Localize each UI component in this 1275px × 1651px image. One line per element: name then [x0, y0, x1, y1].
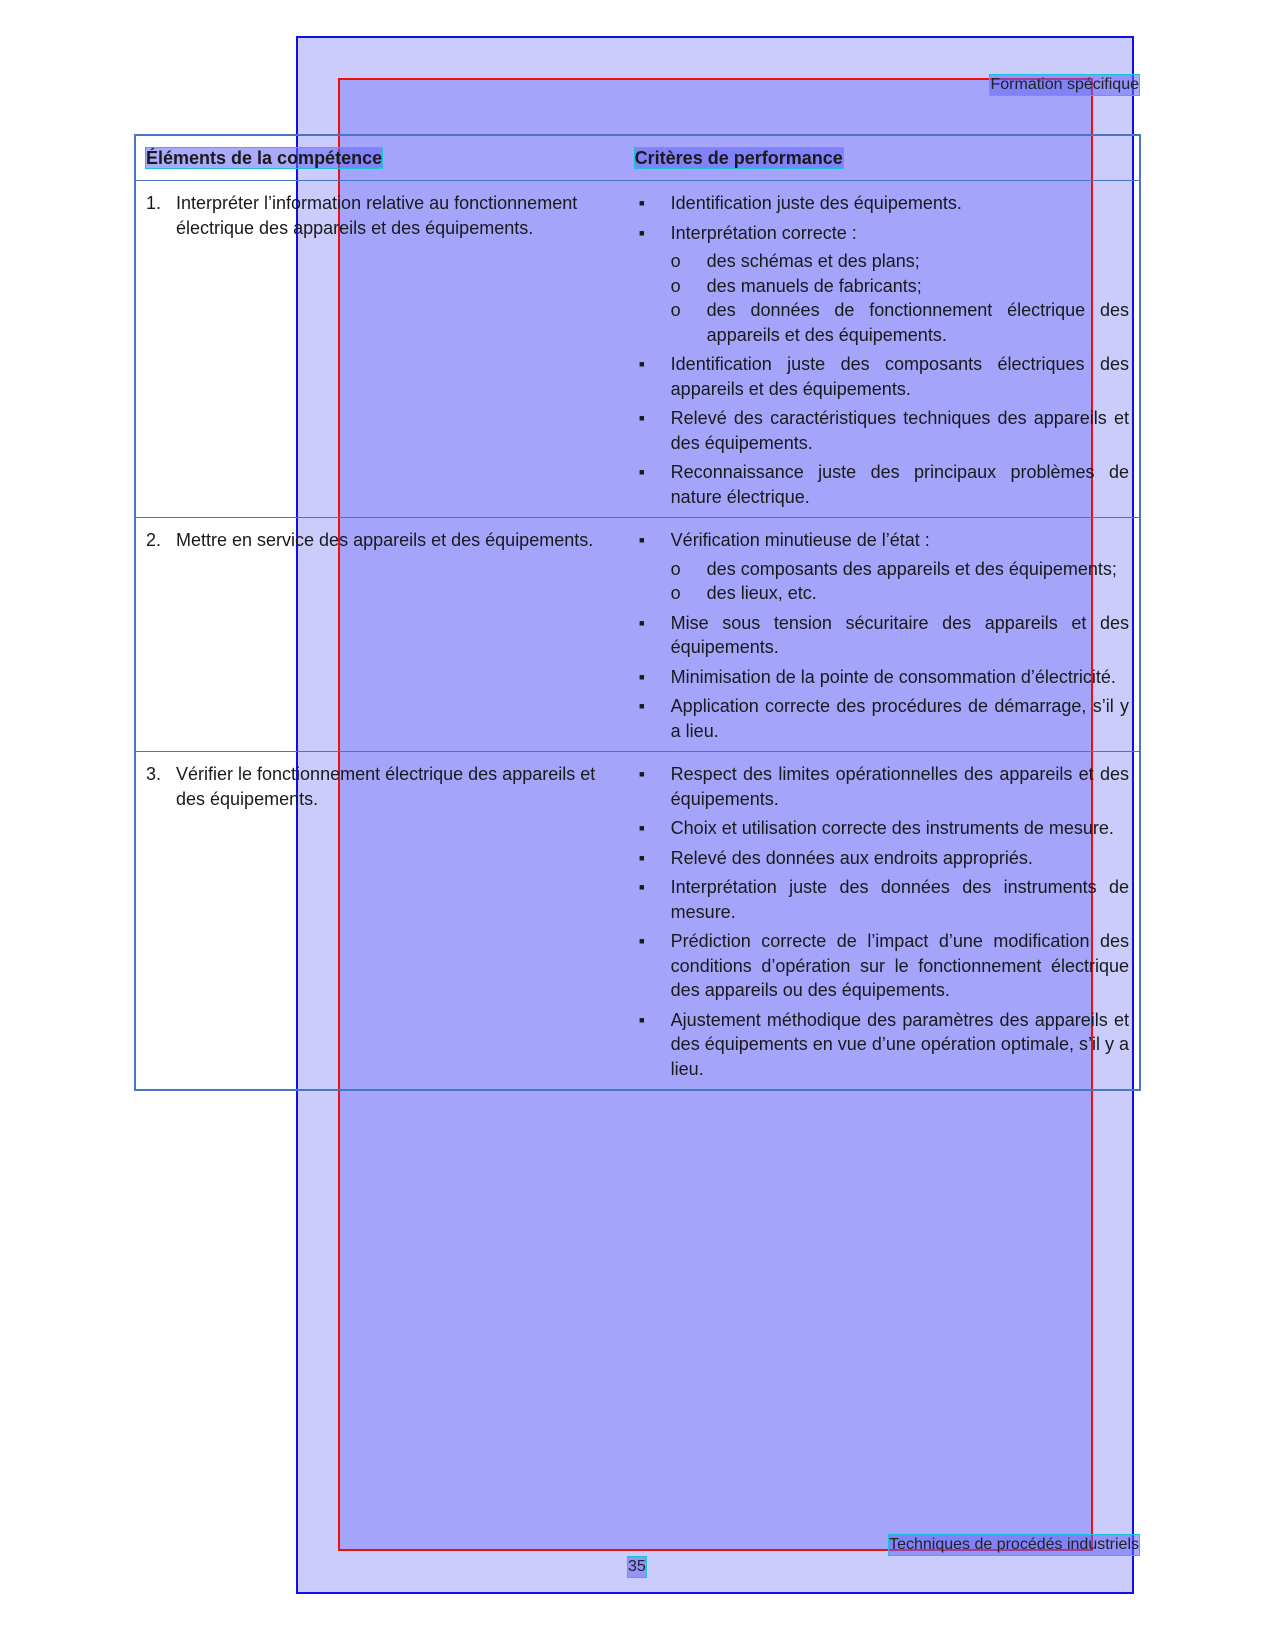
- performance-criteria-cell: [635, 181, 1140, 518]
- criterion-text: Relevé des caractéristiques techniques des appareils et des équipements.: [670, 408, 1129, 453]
- performance-criteria-cell: [635, 752, 1140, 1091]
- criterion-text: Prédiction correcte de l’impact d’une modification des conditions d’opération sur le fonctionnement électrique des appareils ou des équipements.: [670, 931, 1129, 1000]
- criterion-item: [635, 528, 1139, 606]
- square-bullet-icon: ▪: [638, 931, 646, 951]
- criterion-text: Minimisation de la pointe de consommation d’électricité.: [670, 666, 1116, 687]
- criterion-text: Choix et utilisation correcte des instruments de mesure.: [670, 818, 1114, 838]
- criterion-item: [635, 1008, 1139, 1082]
- criterion-text: Identification juste des équipements.: [670, 193, 962, 213]
- square-bullet-icon: ▪: [638, 877, 646, 897]
- competence-element: [146, 191, 635, 240]
- square-bullet-icon: ▪: [638, 696, 646, 716]
- square-bullet-icon: ▪: [638, 847, 646, 868]
- column-header-elements: Éléments de la compétence: [135, 135, 635, 181]
- sub-criterion-item: [671, 249, 1129, 274]
- circle-bullet-icon: o: [670, 251, 681, 271]
- square-bullet-icon: ▪: [638, 408, 646, 428]
- criteria-list: [635, 528, 1139, 743]
- criteria-list: [635, 191, 1139, 509]
- competence-element: [146, 528, 635, 553]
- sub-criterion-item: [671, 298, 1129, 347]
- sub-criterion-text: des lieux, etc.: [706, 583, 817, 603]
- sub-criterion-item: [671, 581, 1129, 606]
- element-number: 1.: [146, 193, 162, 213]
- criterion-item: [635, 694, 1139, 743]
- criterion-item: [635, 929, 1139, 1003]
- criterion-item: [635, 846, 1139, 871]
- circle-bullet-icon: o: [670, 300, 681, 320]
- criterion-item: [635, 875, 1139, 924]
- element-text: Vérifier le fonctionnement électrique des appareils et des équipements.: [176, 764, 596, 809]
- criterion-text: Relevé des données aux endroits appropriés.: [670, 847, 1033, 868]
- sub-criteria-list: [671, 557, 1129, 606]
- performance-criteria-cell: [635, 518, 1140, 752]
- criterion-item: [635, 816, 1139, 841]
- column-header-criteria: Critères de performance: [635, 135, 1140, 181]
- table-row: [135, 752, 1140, 1091]
- circle-bullet-icon: o: [670, 558, 681, 579]
- criterion-item: [635, 460, 1139, 509]
- criterion-item: [635, 221, 1139, 348]
- sub-criterion-item: [671, 557, 1129, 582]
- competence-element: [146, 762, 635, 811]
- square-bullet-icon: ▪: [638, 764, 646, 784]
- criterion-text: Application correcte des procédures de démarrage, s’il y a lieu.: [670, 696, 1129, 741]
- criterion-item: [635, 406, 1139, 455]
- criterion-text: Mise sous tension sécuritaire des appareils et des équipements.: [670, 612, 1129, 657]
- element-number: 2.: [146, 530, 162, 550]
- criterion-item: [635, 611, 1139, 660]
- square-bullet-icon: ▪: [638, 462, 646, 482]
- square-bullet-icon: ▪: [638, 1009, 646, 1030]
- sub-criterion-text: des manuels de fabricants;: [706, 275, 922, 296]
- running-footer: Techniques de procédés industriels: [889, 1536, 1139, 1553]
- table-row: [135, 518, 1140, 752]
- square-bullet-icon: ▪: [638, 193, 646, 213]
- circle-bullet-icon: o: [670, 275, 681, 296]
- square-bullet-icon: ▪: [638, 222, 646, 243]
- criterion-item: [635, 665, 1139, 690]
- sub-criterion-text: des schémas et des plans;: [706, 251, 920, 271]
- criterion-text: Interprétation correcte :: [670, 222, 857, 243]
- square-bullet-icon: ▪: [638, 612, 646, 633]
- criterion-text: Identification juste des composants électriques des appareils et des équipements.: [670, 354, 1129, 399]
- criterion-item: [635, 352, 1139, 401]
- sub-criteria-list: [671, 249, 1129, 347]
- sub-criterion-item: [671, 274, 1129, 299]
- criteria-list: [635, 762, 1139, 1081]
- square-bullet-icon: ▪: [638, 818, 646, 838]
- criterion-item: [635, 191, 1139, 216]
- table-body: [135, 181, 1140, 1091]
- element-text: Interpréter l’information relative au fonctionnement électrique des appareils et des équipements.: [176, 193, 578, 238]
- sub-criterion-text: des composants des appareils et des équipements;: [706, 558, 1117, 579]
- page-number: 35: [628, 1558, 646, 1575]
- criterion-text: Interprétation juste des données des instruments de mesure.: [670, 877, 1129, 922]
- sub-criterion-text: des données de fonctionnement électrique des appareils et des équipements.: [706, 300, 1129, 345]
- criterion-text: Vérification minutieuse de l’état :: [670, 530, 930, 550]
- competence-element-cell: [135, 752, 635, 1091]
- criterion-text: Reconnaissance juste des principaux problèmes de nature électrique.: [670, 462, 1129, 507]
- element-text: Mettre en service des appareils et des équipements.: [176, 530, 594, 550]
- criterion-item: [635, 762, 1139, 811]
- circle-bullet-icon: o: [670, 583, 681, 603]
- element-number: 3.: [146, 764, 162, 784]
- table-header-row: [135, 135, 1140, 181]
- competence-element-cell: [135, 518, 635, 752]
- competence-element-cell: [135, 181, 635, 518]
- square-bullet-icon: ▪: [638, 666, 646, 687]
- square-bullet-icon: ▪: [638, 530, 646, 550]
- competence-table: [134, 134, 1141, 1091]
- table-row: [135, 181, 1140, 518]
- criterion-text: Respect des limites opérationnelles des appareils et des équipements.: [670, 764, 1129, 809]
- criterion-text: Ajustement méthodique des paramètres des appareils et des équipements en vue d’une opération optimale, s’il y a lieu.: [670, 1009, 1129, 1079]
- running-header: Formation spécifique: [990, 76, 1139, 93]
- square-bullet-icon: ▪: [638, 354, 646, 374]
